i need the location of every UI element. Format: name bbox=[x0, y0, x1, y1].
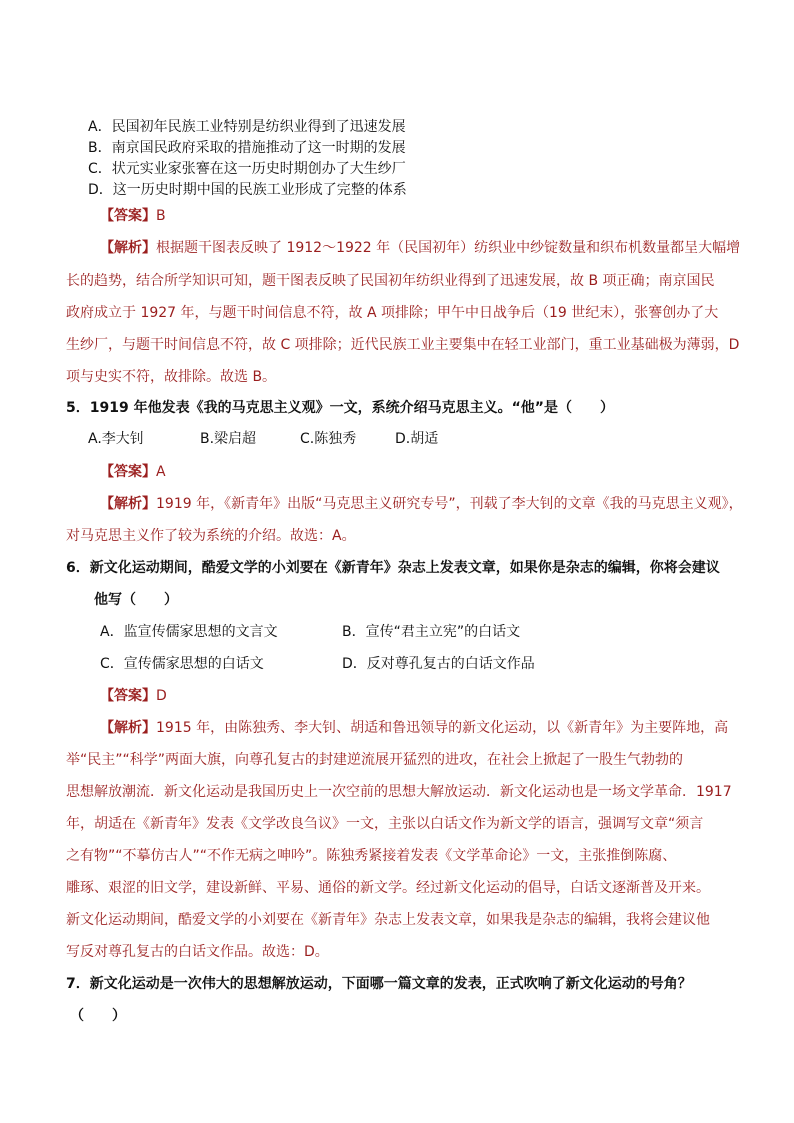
q6-analysis-line-2: 举“民主”“科学”两面大旗，向尊孔复古的封建逆流展开猛烈的进攻，在社会上掀起了一股生气勃勃的 bbox=[66, 752, 684, 768]
analysis-tag: 【解析】 bbox=[100, 240, 156, 256]
q6-analysis-line-3: 思想解放潮流．新文化运动是我国历史上一次空前的思想大解放运动．新文化运动也是一场文学革命．1917 bbox=[66, 784, 732, 800]
q4-analysis-line-2: 长的趋势，结合所学知识可知，题干图表反映了民国初年纺织业得到了迅速发展，故 B 项正确；南京国民 bbox=[66, 273, 715, 289]
q6-analysis-line-7: 新文化运动期间，酷爱文学的小刘要在《新青年》杂志上发表文章，如果我是杂志的编辑，我将会建议他 bbox=[66, 912, 710, 928]
q5-analysis-line-1: 【解析】1919 年，《新青年》出版“马克思主义研究专号”，刊载了李大钊的文章《我的马克思主义观》， bbox=[100, 496, 743, 512]
q5-option-d: D.胡适 bbox=[395, 431, 439, 447]
q6-option-d: D．反对尊孔复古的白话文作品 bbox=[342, 656, 535, 672]
q7-question-line-1: 7．新文化运动是一次伟大的思想解放运动，下面哪一篇文章的发表，正式吹响了新文化运动的号角？ bbox=[66, 976, 692, 992]
q6-analysis-line-5: 之有物”“不摹仿古人”“不作无病之呻吟”。陈独秀紧接着发表《文学革命论》一文，主张推倒陈腐、 bbox=[66, 848, 677, 864]
q4-option-b: B．南京国民政府采取的措施推动了这一时期的发展 bbox=[88, 140, 406, 156]
q5-option-b: B.梁启超 bbox=[200, 431, 257, 447]
q4-option-a: A．民国初年民族工业特别是纺织业得到了迅速发展 bbox=[88, 119, 406, 135]
q4-analysis-line-1: 【解析】根据题干图表反映了 1912～1922 年（民国初年）纺织业中纱锭数量和织布机数量都呈大幅增 bbox=[100, 240, 741, 256]
q4-option-d: D．这一历史时期中国的民族工业形成了完整的体系 bbox=[88, 182, 407, 198]
q6-option-c: C．宣传儒家思想的白话文 bbox=[100, 656, 264, 672]
q4-answer bbox=[100, 206, 166, 226]
q6-analysis-line-8: 写反对尊孔复古的白话文作品。故选：D。 bbox=[66, 944, 329, 960]
analysis-tag: 【解析】 bbox=[100, 720, 156, 736]
q6-question-line-2: 他写（ ） bbox=[94, 592, 178, 608]
answer-tag: 【答案】 bbox=[100, 464, 156, 480]
q5-option-c: C.陈独秀 bbox=[300, 431, 357, 447]
q7-question-line-2: （ ） bbox=[70, 1008, 126, 1024]
answer-value: D bbox=[156, 688, 167, 704]
q5-question: 5．1919 年他发表《我的马克思主义观》一文，系统介绍马克思主义。“他”是（ ） bbox=[66, 400, 614, 416]
q5-answer bbox=[100, 462, 166, 482]
answer-tag: 【答案】 bbox=[100, 208, 156, 224]
q6-analysis-line-1: 【解析】1915 年，由陈独秀、李大钊、胡适和鲁迅领导的新文化运动，以《新青年》为主要阵地，高 bbox=[100, 720, 729, 736]
q6-analysis-line-4: 年，胡适在《新青年》发表《文学改良刍议》一文，主张以白话文作为新文学的语言，强调写文章“须言 bbox=[66, 816, 704, 832]
answer-value: A bbox=[156, 464, 166, 480]
answer-tag: 【答案】 bbox=[100, 688, 156, 704]
q4-analysis-line-4: 生纱厂，与题干时间信息不符，故 C 项排除；近代民族工业主要集中在轻工业部门，重工业基础极为薄弱，D bbox=[66, 337, 740, 353]
q4-analysis-line-5: 项与史实不符，故排除。故选 B。 bbox=[66, 369, 277, 385]
q5-option-a: A.李大钊 bbox=[88, 431, 144, 447]
analysis-tag: 【解析】 bbox=[100, 496, 156, 512]
q4-option-c: C．状元实业家张謇在这一历史时期创办了大生纱厂 bbox=[88, 161, 406, 177]
q6-option-a: A．监宣传儒家思想的文言文 bbox=[100, 624, 278, 640]
q6-question-line-1: 6．新文化运动期间，酷爱文学的小刘要在《新青年》杂志上发表文章，如果你是杂志的编辑，你将会建议 bbox=[66, 560, 720, 576]
answer-value: B bbox=[156, 208, 166, 224]
q6-analysis-line-6: 雕琢、艰涩的旧文学，建设新鲜、平易、通俗的新文学。经过新文化运动的倡导，白话文逐渐普及开来。 bbox=[66, 880, 710, 896]
q6-option-b: B．宣传“君主立宪”的白话文 bbox=[342, 624, 521, 640]
q4-analysis-line-3: 政府成立于 1927 年，与题干时间信息不符，故 A 项排除；甲午中日战争后（19 世纪末），张謇创办了大 bbox=[66, 305, 719, 321]
q6-answer bbox=[100, 686, 167, 706]
q5-analysis-line-2: 对马克思主义作了较为系统的介绍。故选：A。 bbox=[66, 528, 356, 544]
